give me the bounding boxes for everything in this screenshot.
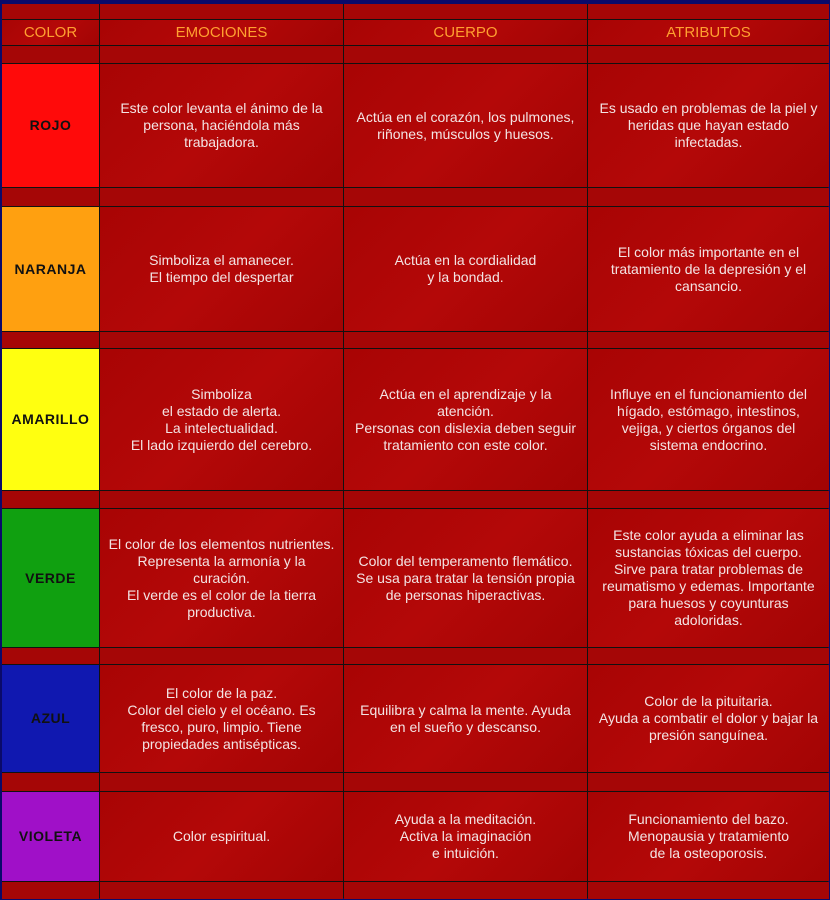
- emociones-cell: El color de los elementos nutrientes. Representa la armonía y la curación. El verde es el color de la tierra productiva.: [100, 509, 343, 647]
- atributos-cell: Influye en el funcionamiento del hígado, estómago, intestinos, vejiga, y ciertos órganos del sistema endocrino.: [588, 349, 829, 490]
- color-swatch-cell: VERDE: [2, 509, 99, 647]
- spacer-cell: [588, 882, 829, 899]
- atributos-cell: Funcionamiento del bazo. Menopausia y tratamiento de la osteoporosis.: [588, 792, 829, 881]
- spacer-cell: [2, 882, 99, 899]
- spacer-cell: [344, 4, 587, 19]
- header-emociones: EMOCIONES: [100, 20, 343, 45]
- spacer-cell: [588, 46, 829, 63]
- header-cuerpo: CUERPO: [344, 20, 587, 45]
- spacer-cell: [100, 332, 343, 348]
- spacer-cell: [588, 332, 829, 348]
- spacer-cell: [2, 491, 99, 508]
- spacer-cell: [344, 332, 587, 348]
- spacer-cell: [588, 648, 829, 664]
- spacer-cell: [100, 188, 343, 206]
- spacer-cell: [2, 46, 99, 63]
- spacer-cell: [2, 773, 99, 791]
- spacer-cell: [588, 4, 829, 19]
- spacer-cell: [100, 648, 343, 664]
- color-swatch-cell: AMARILLO: [2, 349, 99, 490]
- color-swatch-cell: ROJO: [2, 64, 99, 187]
- header-atributos: ATRIBUTOS: [588, 20, 829, 45]
- spacer-cell: [100, 882, 343, 899]
- spacer-cell: [344, 491, 587, 508]
- spacer-cell: [2, 332, 99, 348]
- atributos-cell: Color de la pituitaria. Ayuda a combatir el dolor y bajar la presión sanguínea.: [588, 665, 829, 772]
- cuerpo-cell: Ayuda a la meditación. Activa la imaginación e intuición.: [344, 792, 587, 881]
- emociones-cell: Este color levanta el ánimo de la persona, haciéndola más trabajadora.: [100, 64, 343, 187]
- atributos-cell: Es usado en problemas de la piel y heridas que hayan estado infectadas.: [588, 64, 829, 187]
- color-swatch-cell: NARANJA: [2, 207, 99, 331]
- emociones-cell: Simboliza el amanecer. El tiempo del despertar: [100, 207, 343, 331]
- emociones-cell: El color de la paz. Color del cielo y el océano. Es fresco, puro, limpio. Tiene propiedades antisépticas.: [100, 665, 343, 772]
- spacer-cell: [2, 188, 99, 206]
- spacer-cell: [344, 46, 587, 63]
- spacer-cell: [100, 491, 343, 508]
- spacer-cell: [344, 648, 587, 664]
- cuerpo-cell: Equilibra y calma la mente. Ayuda en el sueño y descanso.: [344, 665, 587, 772]
- table-grid: [2, 4, 828, 898]
- emociones-cell: Color espiritual.: [100, 792, 343, 881]
- cuerpo-cell: Actúa en el corazón, los pulmones, riñones, músculos y huesos.: [344, 64, 587, 187]
- spacer-cell: [344, 188, 587, 206]
- spacer-cell: [100, 773, 343, 791]
- spacer-cell: [588, 188, 829, 206]
- spacer-cell: [100, 4, 343, 19]
- atributos-cell: Este color ayuda a eliminar las sustancias tóxicas del cuerpo. Sirve para tratar problemas de reumatismo y edemas. Importante para huesos y coyunturas adoloridas.: [588, 509, 829, 647]
- atributos-cell: El color más importante en el tratamiento de la depresión y el cansancio.: [588, 207, 829, 331]
- spacer-cell: [344, 773, 587, 791]
- spacer-cell: [344, 882, 587, 899]
- spacer-cell: [100, 46, 343, 63]
- spacer-cell: [2, 648, 99, 664]
- spacer-cell: [588, 491, 829, 508]
- color-swatch-cell: AZUL: [2, 665, 99, 772]
- color-therapy-table: [2, 4, 828, 898]
- cuerpo-cell: Actúa en la cordialidad y la bondad.: [344, 207, 587, 331]
- header-color: COLOR: [2, 20, 99, 45]
- cuerpo-cell: Color del temperamento flemático. Se usa para tratar la tensión propia de personas hiperactivas.: [344, 509, 587, 647]
- color-swatch-cell: VIOLETA: [2, 792, 99, 881]
- cuerpo-cell: Actúa en el aprendizaje y la atención. Personas con dislexia deben seguir tratamiento con este color.: [344, 349, 587, 490]
- emociones-cell: Simboliza el estado de alerta. La intelectualidad. El lado izquierdo del cerebro.: [100, 349, 343, 490]
- spacer-cell: [588, 773, 829, 791]
- spacer-cell: [2, 4, 99, 19]
